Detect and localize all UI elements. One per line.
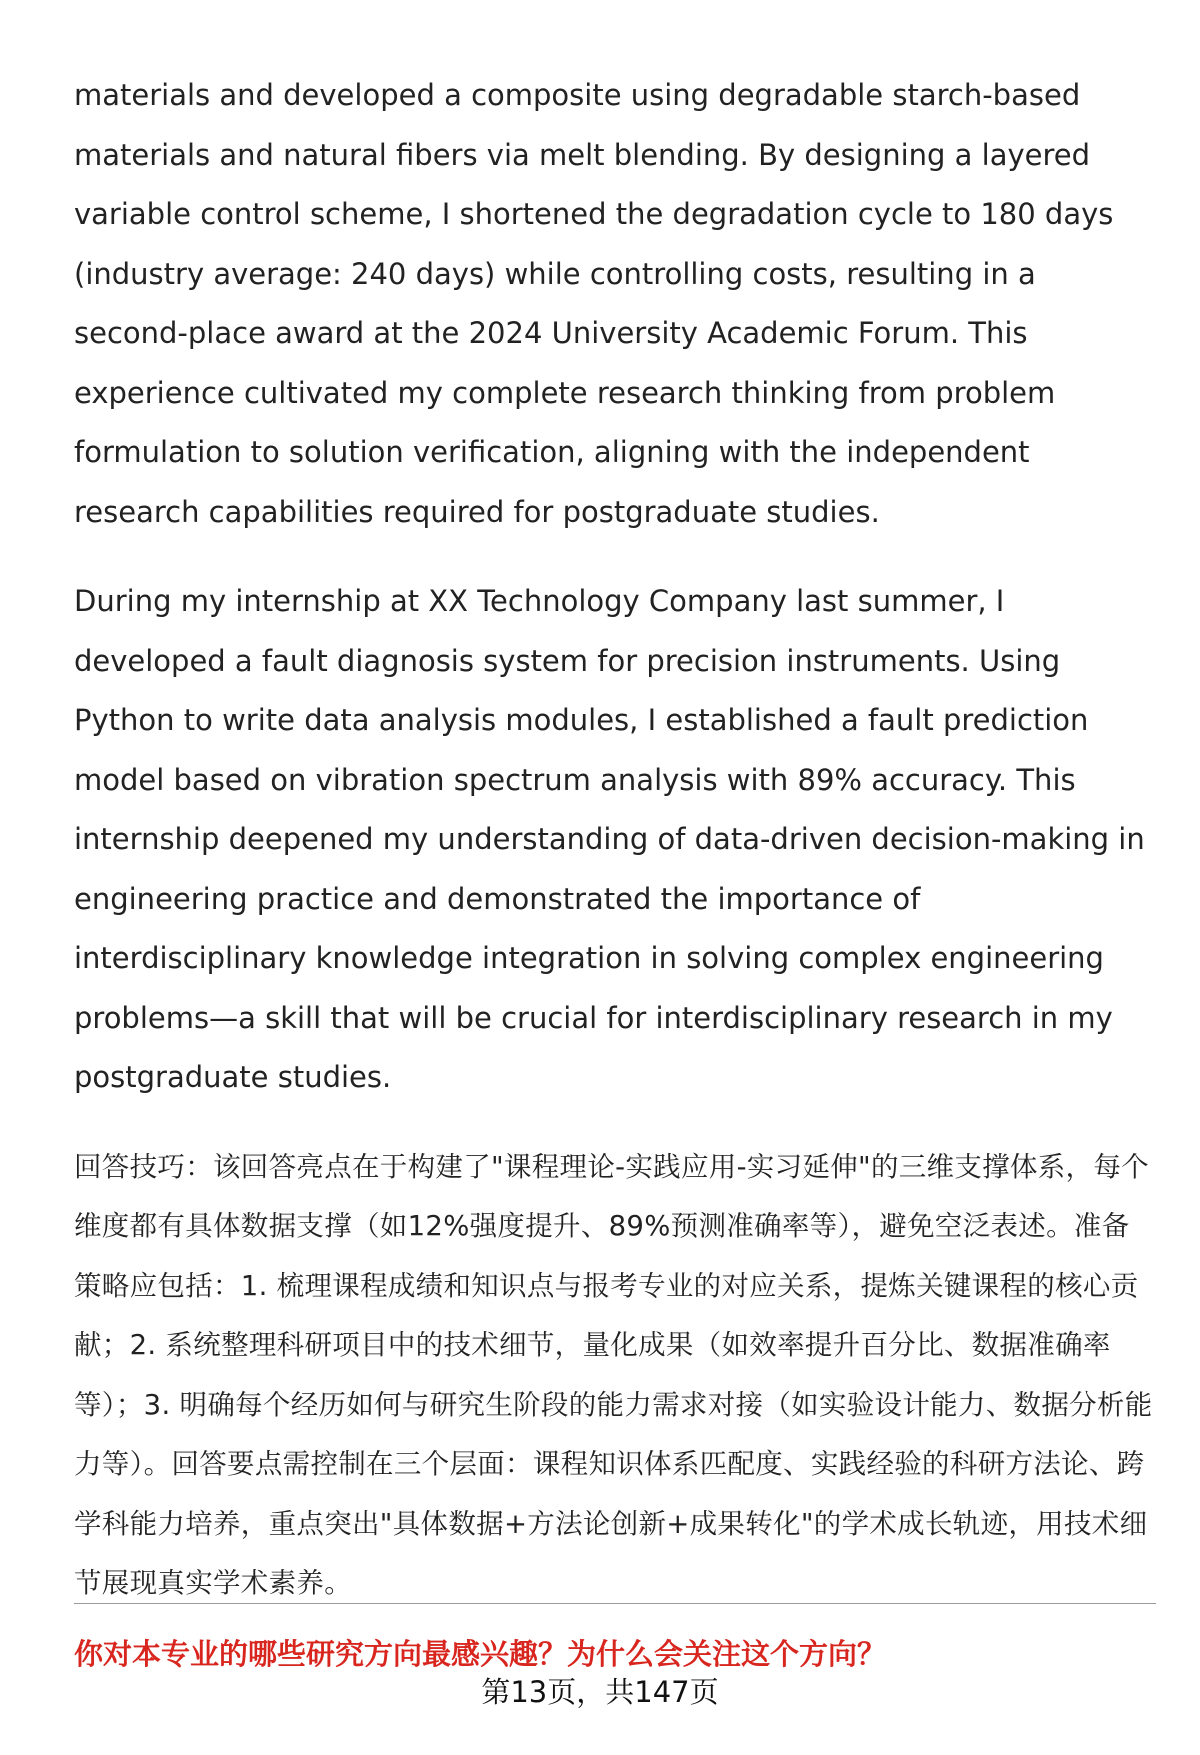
answer-tips: 回答技巧：该回答亮点在于构建了"课程理论-实践应用-实习延伸"的三维支撑体系，每个维度都有具体数据支撑（如12%强度提升、89%预测准确率等），避免空泛表述。准备策略应包括：1. 梳理课程成绩和知识点与报考专业的对应关系，提炼关键课程的核心贡献；2. 系统整理科研项目中的技术细节，量化成果（如效率提升百分比、数据准确率等）；3. 明确每个经历如何与研究生阶段的能力需求对接（如实验设计能力、数据分析能力等）。回答要点需控制在三个层面：课程知识体系匹配度、实践经验的科研方法论、跨学科能力培养，重点突出"具体数据+方法论创新+成果转化"的学术成长轨迹，用技术细节展现真实学术素养。 xyxy=(74,1150,1153,1599)
answer-paragraph-research: materials and developed a composite using degradable starch-based materials and natural fibers via melt blending. By designing a layered variable control scheme, I shortened the degradation cycle to 180 days (industry average: 240 days) while controlling costs, resulting in a second-place award at the 2024 University Academic Forum. This experience cultivated my complete research thinking from problem formulation to solution verification, aligning with the independent research capabilities required for postgraduate studies. xyxy=(74,78,1114,529)
answer-paragraph-internship: During my internship at XX Technology Company last summer, I developed a fault diagnosis system for precision instruments. Using Python to write data analysis modules, I established a fault prediction model based on vibration spectrum analysis with 89% accuracy. This internship deepened my understanding of data-driven decision-making in engineering practice and demonstrated the importance of interdisciplinary knowledge integration in solving complex engineering problems—a skill that will be crucial for interdisciplinary research in my postgraduate studies. xyxy=(74,584,1145,1094)
page-number-footer: 第13页，共147页 xyxy=(481,1675,719,1709)
section-divider xyxy=(74,1603,1156,1604)
page-content xyxy=(74,66,1154,1614)
next-question-heading: 你对本专业的哪些研究方向最感兴趣？为什么会关注这个方向？ xyxy=(74,1637,887,1671)
